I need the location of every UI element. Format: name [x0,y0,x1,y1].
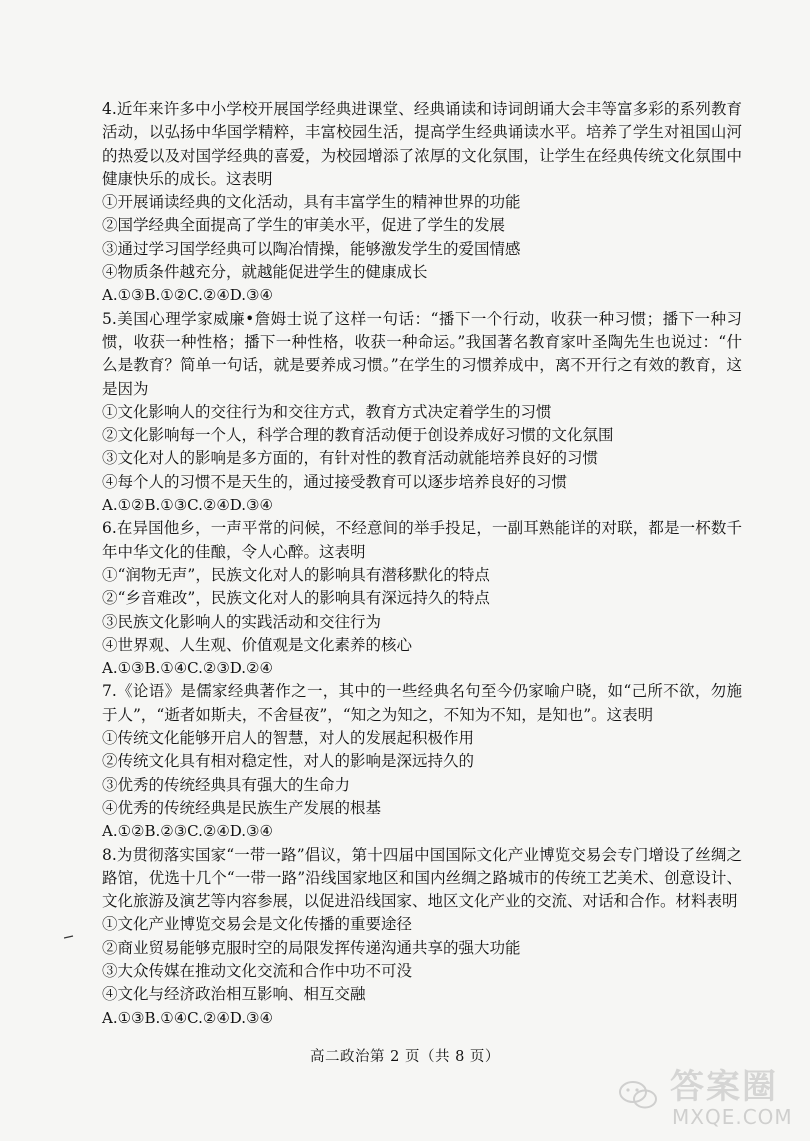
option-3: ③优秀的传统经典具有强大的生命力 [102,775,351,794]
watermark [610,1055,800,1135]
option-1: ①“润物无声”，民族文化对人的影响具有潜移默化的特点 [102,565,490,584]
question-6 [102,517,742,680]
question-stem: 4.近年来许多中小学校开展国学经典进课堂、经典诵读和诗词朗诵大会丰等富多彩的系列教育活动，以弘扬中华国学精粹，丰富校园生活，提高学生经典诵读水平。培养了学生对祖国山河的热爱以及对国学经典的喜爱，为校园增添了浓厚的文化氛围，让学生在经典传统文化氛围中健康快乐的成长。这表明 [102,100,742,188]
option-2: ②传统文化具有相对稳定性，对人的影响是深远持久的 [102,752,475,771]
question-7 [102,680,742,843]
question-stem: 8.为贯彻落实国家“一带一路”倡议，第十四届中国国际文化产业博览交易会专门增设了丝绸之路馆，优选十几个“一带一路”沿线国家地区和国内丝绸之路城市的传统工艺美术、创意设计、文化旅游及演艺等内容参展，以促进沿线国家、地区文化产业的交流、对话和合作。材料表明 [102,845,742,911]
option-4: ④优秀的传统经典是民族生产发展的根基 [102,798,382,817]
option-1: ①传统文化能够开启人的智慧，对人的发展起积极作用 [102,729,475,748]
option-4: ④每个人的习惯不是天生的，通过接受教育可以逐步培养良好的习惯 [102,472,568,491]
option-1: ①文化产业博览交易会是文化传播的重要途径 [102,915,413,934]
question-stem: 7.《论语》是儒家经典著作之一，其中的一些经典名句至今仍家喻户晓，如“己所不欲，勿施于人”，“逝者如斯夫，不舍昼夜”，“知之为知之，不知为不知，是知也”。这表明 [102,682,742,724]
option-3: ③文化对人的影响是多方面的，有针对性的教育活动就能培养良好的习惯 [102,449,599,468]
option-4: ④物质条件越充分，就越能促进学生的健康成长 [102,263,428,282]
option-3: ③通过学习国学经典可以陶冶情操，能够激发学生的爱国情感 [102,239,521,258]
question-stem: 5.美国心理学家威廉•詹姆士说了这样一句话：“播下一个行动，收获一种习惯；播下一种习惯，收获一种性格；播下一种性格，收获一种命运。”我国著名教育家叶圣陶先生也说过：“什么是教育？简单一句话，就是要养成习惯。”在学生的习惯养成中，离不开行之有效的教育，这是因为 [102,309,742,398]
answer-choices: A.①②B.②③C.②④D.③④ [102,822,273,841]
option-4: ④世界观、人生观、价值观是文化素养的核心 [102,635,413,654]
option-2: ②商业贸易能够克服时空的局限发挥传递沟通共享的强大功能 [102,938,521,957]
option-3: ③大众传媒在推动文化交流和合作中功不可没 [102,961,413,980]
question-5 [102,308,742,518]
option-2: ②“乡音难改”，民族文化对人的影响具有深远持久的特点 [102,589,490,608]
option-2: ②文化影响每一个人，科学合理的教育活动便于创设养成好习惯的文化氛围 [102,426,614,445]
answer-choices: A.①③B.①④C.②④D.③④ [102,1008,273,1027]
wechat-logo-icon [618,1079,658,1111]
answer-choices: A.①③B.①②C.②④D.③④ [102,286,273,305]
option-4: ④文化与经济政治相互影响、相互交融 [102,985,366,1004]
page-footer: 高二政治第 2 页（共 8 页） [310,1049,500,1065]
option-2: ②国学经典全面提高了学生的审美水平，促进了学生的发展 [102,216,506,235]
option-1: ①开展诵读经典的文化活动，具有丰富学生的精神世界的功能 [102,193,521,212]
question-list [102,98,742,1030]
answer-choices: A.①②B.①③C.②④D.③④ [102,496,273,515]
question-stem: 6.在异国他乡，一声平常的问候，不经意间的举手投足，一副耳熟能详的对联，都是一杯数千年中华文化的佳酿，令人心醉。这表明 [102,519,742,561]
watermark-title: 答案圈 [670,1067,778,1107]
scan-mark-icon [64,935,74,939]
option-1: ①文化影响人的交往行为和交往方式，教育方式决定着学生的习惯 [102,402,552,421]
watermark-url: MXQE.COM [672,1105,793,1129]
answer-choices: A.①③B.①④C.②③D.②④ [102,659,273,678]
question-4 [102,98,742,308]
option-3: ③民族文化影响人的实践活动和交往行为 [102,612,382,631]
question-8 [102,844,742,1030]
